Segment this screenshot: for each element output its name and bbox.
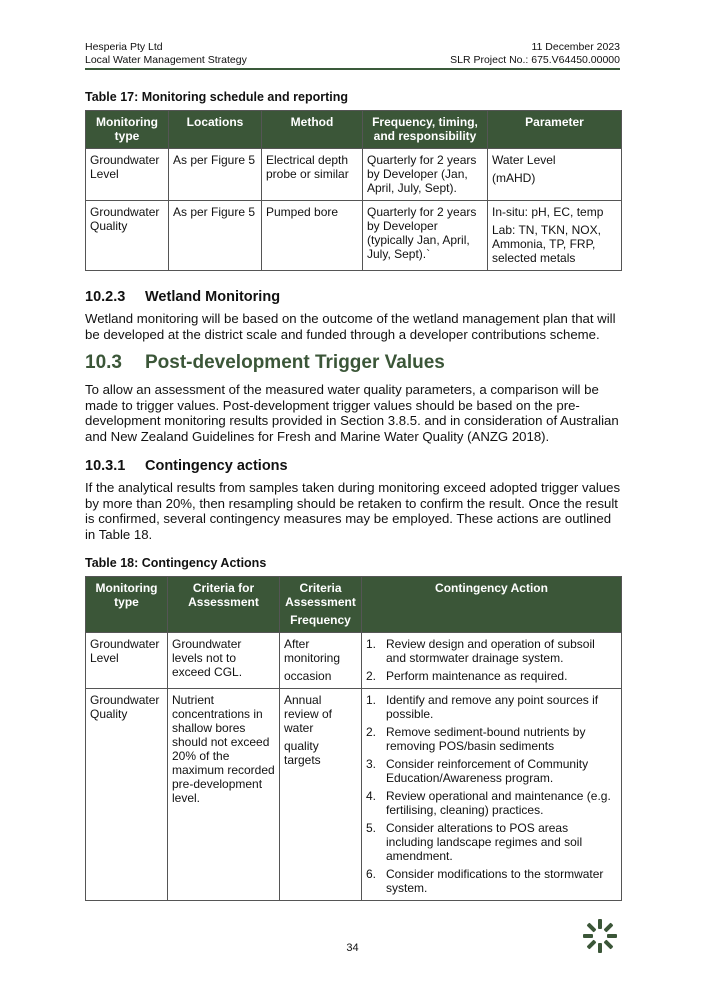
col-header: Method [262, 111, 363, 149]
document-date: 11 December 2023 [531, 41, 620, 53]
col-header: Monitoring type [86, 577, 168, 633]
section-title: Post-development Trigger Values [145, 352, 445, 373]
table-row [86, 633, 622, 689]
table-row [86, 149, 622, 201]
table-row [86, 201, 622, 271]
table-cell: Groundwater Level [86, 633, 168, 689]
table-cell [488, 201, 622, 271]
trigger-values-paragraph: To allow an assessment of the measured water quality parameters, a comparison will be made to trigger values. Post-development trigger values should be based on the pre-development monitoring results provided in Section 3.8.5. and in consideration of Australian and New Zealand Guidelines for Fresh and Marine Water Quality (ANZG 2018). [85, 382, 619, 444]
action-list [366, 637, 617, 683]
col-header: Monitoring type [86, 111, 169, 149]
table-cell: Groundwater Quality [86, 689, 168, 901]
col-header: Locations [169, 111, 262, 149]
list-item: 4. Review operational and maintenance (e.g. fertilising, cleaning) practices. [366, 789, 611, 817]
table-cell: Groundwater Quality [86, 201, 169, 271]
section-heading-10-3-1 [85, 458, 622, 474]
contingency-paragraph: If the analytical results from samples taken during monitoring exceed adopted trigger values by more than 20%, then resampling should be retaken to confirm the result. Once the result is confirmed, several contingency measures may be employed. These actions are outlined in Table 18. [85, 480, 621, 542]
list-item: 5. Consider alterations to POS areas including landscape regimes and soil amendment. [366, 821, 583, 863]
list-item: 1. Review design and operation of subsoil and stormwater drainage system. [366, 637, 595, 665]
table-cell [280, 689, 362, 901]
section-number: 10.2.3 [85, 289, 126, 305]
page-content [85, 90, 622, 901]
section-title: Wetland Monitoring [145, 289, 281, 305]
col-header: Parameter [488, 111, 622, 149]
page-number: 34 [346, 942, 359, 954]
header-divider [85, 68, 620, 70]
list-item: 6. Consider modifications to the stormwater system. [366, 867, 604, 895]
list-item: 2. Perform maintenance as required. [366, 669, 568, 683]
frequency-line: After monitoring [284, 637, 341, 665]
parameter-line: (mAHD) [492, 171, 536, 185]
table-header-row [86, 577, 622, 633]
parameter-line: Lab: TN, TKN, NOX, Ammonia, TP, FRP, selected metals [492, 223, 601, 265]
table-cell: Pumped bore [262, 201, 363, 271]
frequency-line: occasion [284, 669, 332, 683]
col-header: Frequency, timing, and responsibility [363, 111, 488, 149]
frequency-line: quality targets [284, 739, 321, 767]
page-header [85, 41, 620, 67]
list-item: 3. Consider reinforcement of Community Education/Awareness program. [366, 757, 589, 785]
table-cell: Groundwater Level [86, 149, 169, 201]
col-header [280, 577, 362, 633]
table17-caption: Table 17: Monitoring schedule and reporting [85, 90, 348, 104]
table-cell: As per Figure 5 [169, 201, 262, 271]
list-item: 1. Identify and remove any point sources if possible. [366, 693, 599, 721]
table-cell: Quarterly for 2 years by Developer (typically Jan, April, July, Sept).` [363, 201, 488, 271]
section-number: 10.3.1 [85, 458, 126, 474]
col-header-line: Criteria Assessment [285, 581, 356, 609]
table-cell: Quarterly for 2 years by Developer (Jan, April, July, Sept). [363, 149, 488, 201]
table18-caption: Table 18: Contingency Actions [85, 556, 267, 570]
table-header-row [86, 111, 622, 149]
table-cell: As per Figure 5 [169, 149, 262, 201]
table-cell [362, 633, 622, 689]
table-cell [362, 689, 622, 901]
table-row [86, 689, 622, 901]
table-cell: Groundwater levels not to exceed CGL. [168, 633, 280, 689]
col-header: Contingency Action [362, 577, 622, 633]
monitoring-schedule-table [85, 110, 622, 271]
parameter-line: In-situ: pH, EC, temp [492, 205, 604, 219]
action-list [366, 693, 617, 895]
table-cell [280, 633, 362, 689]
project-number: SLR Project No.: 675.V64450.00000 [450, 54, 620, 66]
contingency-actions-table [85, 576, 622, 901]
slr-logo-icon [582, 918, 618, 954]
table-cell: Nutrient concentrations in shallow bores should not exceed 20% of the maximum recorded pre-development level. [168, 689, 280, 901]
col-header-line: Frequency [290, 613, 351, 627]
section-heading-10-2-3 [85, 289, 622, 305]
list-item: 2. Remove sediment-bound nutrients by removing POS/basin sediments [366, 725, 586, 753]
section-title: Contingency actions [145, 458, 288, 474]
section-number: 10.3 [85, 352, 122, 373]
table-cell [488, 149, 622, 201]
company-name: Hesperia Pty Ltd [85, 41, 163, 53]
section-heading-10-3 [85, 352, 622, 374]
table-cell: Electrical depth probe or similar [262, 149, 363, 201]
col-header: Criteria for Assessment [168, 577, 280, 633]
frequency-line: Annual review of water [284, 693, 333, 735]
document-title: Local Water Management Strategy [85, 54, 247, 66]
parameter-line: Water Level [492, 153, 556, 167]
wetland-paragraph: Wetland monitoring will be based on the outcome of the wetland management plan that will be developed at the district scale and funded through a developer contributions scheme. [85, 311, 616, 342]
